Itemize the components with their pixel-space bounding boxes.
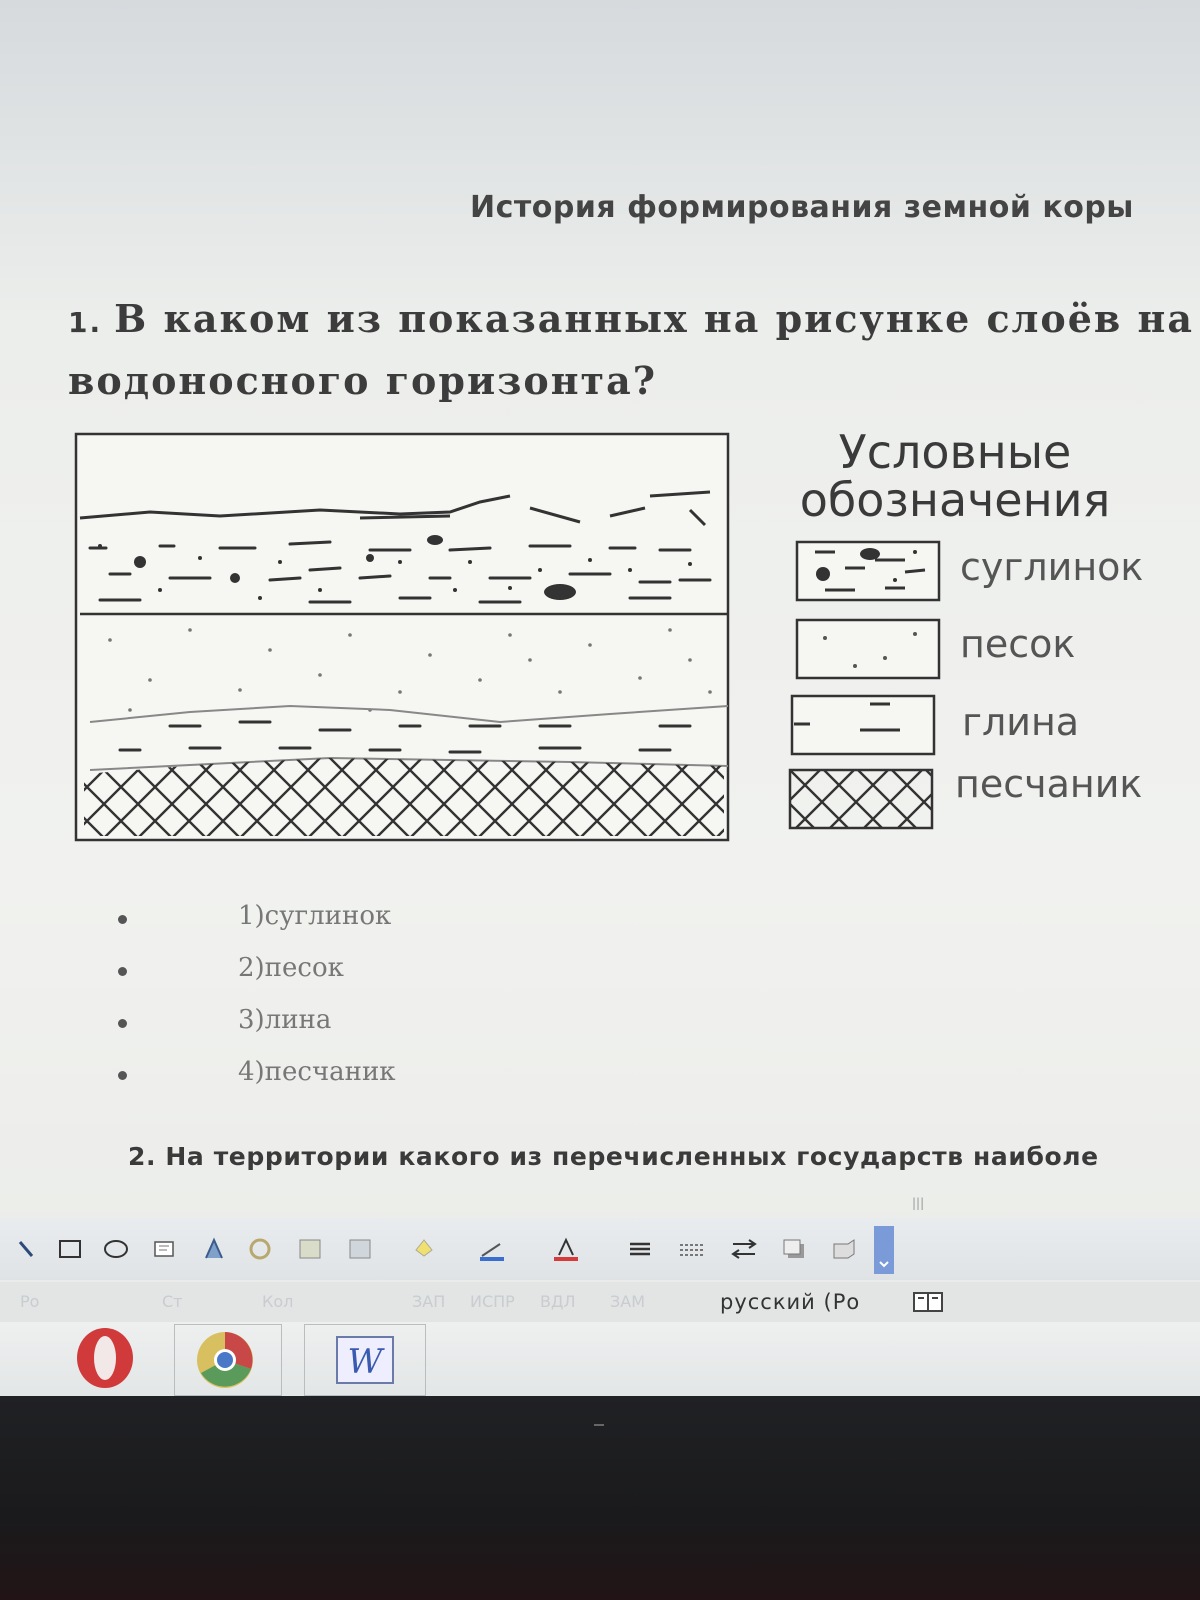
legend-label-clay: глина xyxy=(962,700,1080,744)
line-style-icon[interactable] xyxy=(626,1236,654,1262)
svg-text:W: W xyxy=(347,1342,383,1382)
status-bar xyxy=(0,1282,1200,1322)
legend-title xyxy=(790,425,1120,527)
status-rec[interactable]: ЗАП xyxy=(412,1292,446,1311)
status-ext[interactable]: ВДЛ xyxy=(540,1292,576,1311)
taskbar-word[interactable] xyxy=(304,1324,426,1396)
fill-color-icon[interactable] xyxy=(410,1236,438,1262)
question-1 xyxy=(68,288,1200,412)
spelling-check-icon[interactable] xyxy=(912,1290,944,1314)
taskbar xyxy=(0,1322,1200,1396)
bullet-icon xyxy=(118,967,127,976)
legend-label-loam: суглинок xyxy=(960,545,1144,589)
picture-icon[interactable] xyxy=(346,1236,374,1262)
clay-swatch xyxy=(790,694,940,758)
status-page: Ро xyxy=(20,1292,40,1311)
status-ovr[interactable]: ЗАМ xyxy=(610,1292,646,1311)
oval-icon[interactable] xyxy=(102,1236,130,1262)
answer-label-2: 2)песок xyxy=(238,953,344,983)
opera-icon xyxy=(58,1324,168,1394)
word-icon xyxy=(305,1325,425,1395)
power-led xyxy=(594,1424,604,1426)
clipart-icon[interactable] xyxy=(296,1236,324,1262)
select-arrow-icon[interactable] xyxy=(12,1236,40,1262)
diagram-icon[interactable] xyxy=(246,1236,274,1262)
toolbar-options-icon[interactable] xyxy=(874,1226,894,1274)
chrome-icon xyxy=(175,1325,281,1395)
legend-label-sandstone: песчаник xyxy=(955,762,1143,806)
question-2: 2. На территории какого из перечисленных государств наиболе xyxy=(128,1142,1099,1171)
taskbar-chrome[interactable] xyxy=(174,1324,282,1396)
textbox-icon[interactable] xyxy=(150,1236,178,1262)
question-1-line-2: водоносного горизонта? xyxy=(68,358,657,403)
legend-item-clay xyxy=(790,694,940,763)
answer-label-3: 3)лина xyxy=(238,1005,332,1035)
strata-diagram xyxy=(70,430,740,850)
wordart-icon[interactable] xyxy=(200,1236,228,1262)
legend-label-sand: песок xyxy=(960,622,1076,666)
loam-swatch xyxy=(795,540,945,604)
font-color-icon[interactable] xyxy=(552,1236,580,1262)
bullet-icon xyxy=(118,1019,127,1028)
legend-title-line-1: Условные xyxy=(838,425,1072,479)
drawing-toolbar xyxy=(0,1218,1200,1280)
bullet-icon xyxy=(118,915,127,924)
sandstone-swatch xyxy=(788,768,938,832)
status-line: Ст xyxy=(162,1292,183,1311)
rectangle-icon[interactable] xyxy=(56,1236,84,1262)
answer-label-4: 4)песчаник xyxy=(238,1057,396,1087)
legend-item-loam xyxy=(795,540,945,609)
sand-swatch xyxy=(795,618,945,682)
line-color-icon[interactable] xyxy=(478,1236,506,1262)
status-column: Кол xyxy=(262,1292,294,1311)
question-1-number: 1. xyxy=(68,306,103,339)
legend-title-line-2: обозначения xyxy=(799,473,1111,527)
taskbar-opera[interactable] xyxy=(58,1324,168,1394)
document-heading: История формирования земной коры xyxy=(470,190,1134,225)
status-language[interactable]: русский (Ро xyxy=(720,1290,861,1314)
shadow-icon[interactable] xyxy=(780,1236,808,1262)
answer-label-1: 1)суглинок xyxy=(238,901,392,931)
legend-item-sandstone xyxy=(788,768,938,837)
question-1-text-1: В каком из показанных на рисунке слоёв на xyxy=(114,296,1194,341)
status-trk[interactable]: ИСПР xyxy=(470,1292,515,1311)
legend-item-sand xyxy=(795,618,945,687)
horizontal-scrollbar-grip[interactable]: ||| xyxy=(912,1196,925,1210)
dash-style-icon[interactable] xyxy=(678,1236,706,1262)
arrow-style-icon[interactable] xyxy=(730,1236,758,1262)
bullet-icon xyxy=(118,1071,127,1080)
monitor-bezel xyxy=(0,1396,1200,1600)
3d-icon[interactable] xyxy=(830,1236,858,1262)
question-1-line-1 xyxy=(68,288,1200,350)
